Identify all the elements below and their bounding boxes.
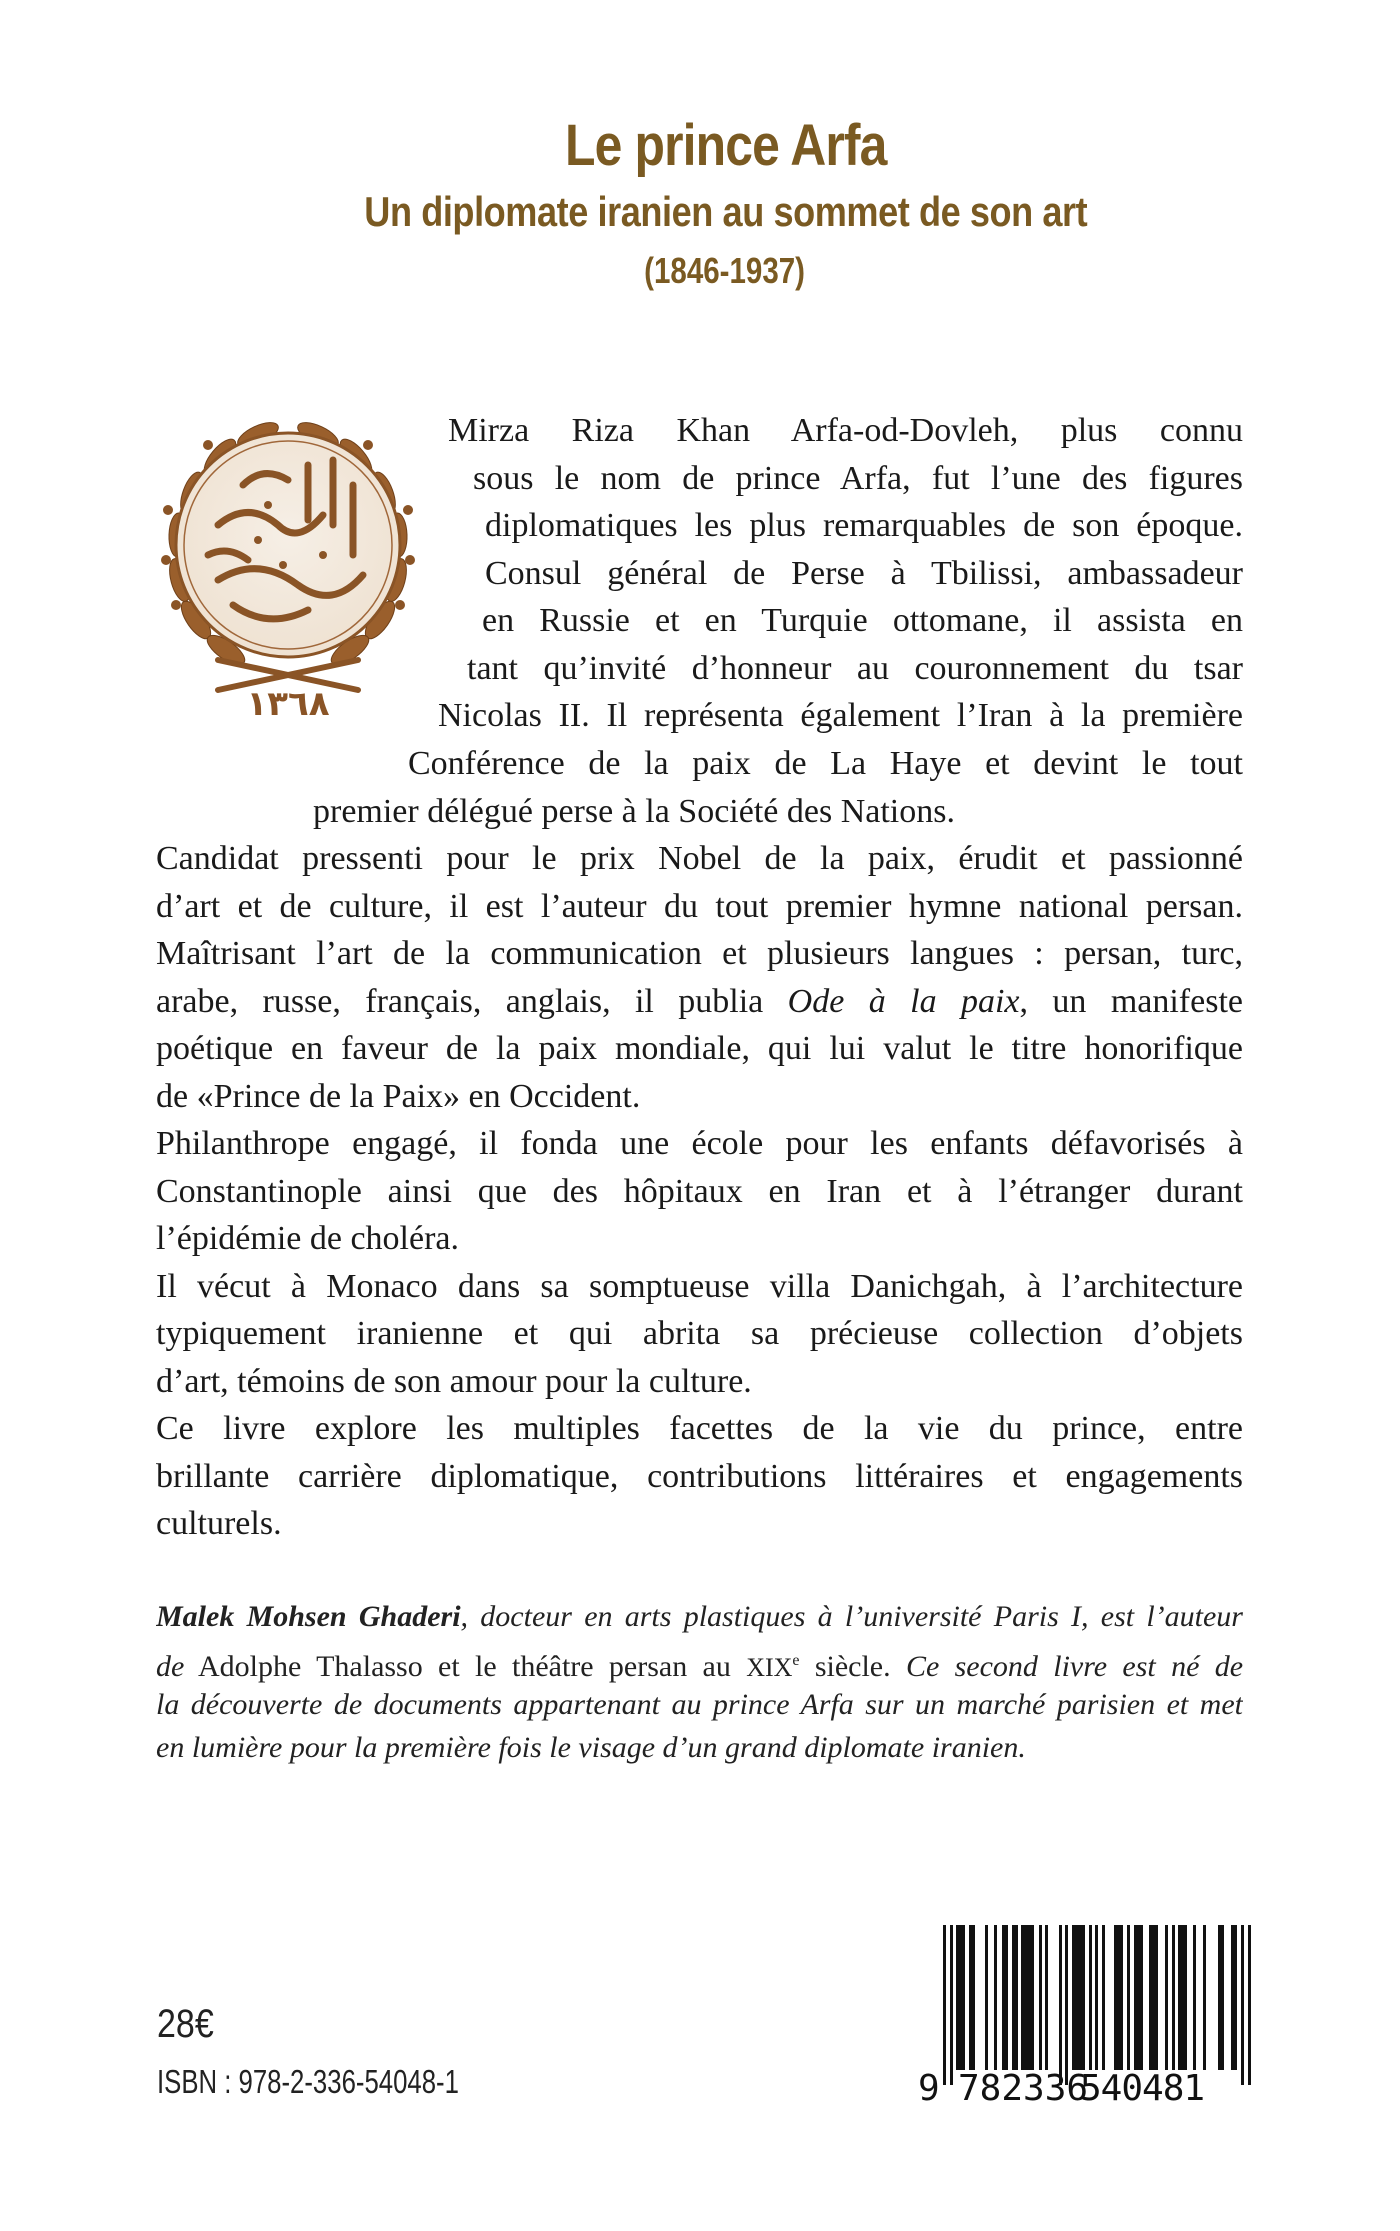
book-subtitle: Un diplomate iranien au sommet de son art	[364, 188, 1088, 235]
body-line: arabe, russe, français, anglais, il publia Ode à la paix, un manifeste	[156, 983, 1243, 1020]
persian-seal-wreath-icon	[148, 405, 428, 725]
author-bio-line: en lumière pour la première fois le visage d’un grand diplomate iranien.	[156, 1731, 1026, 1764]
body-line: diplomatiques les plus remarquables de son époque.	[485, 507, 1243, 544]
body-line: tant qu’invité d’honneur au couronnement du tsar	[467, 650, 1243, 687]
author-name: Malek Mohsen Ghaderi	[156, 1600, 461, 1633]
author-bio-line: Malek Mohsen Ghaderi, docteur en arts plastiques à l’université Paris I, est l’auteur	[156, 1600, 1243, 1633]
previous-book-title: Adolphe Thalasso et le théâtre persan au	[184, 1650, 747, 1683]
body-line: Mirza Riza Khan Arfa-od-Dovleh, plus connu	[448, 412, 1243, 449]
body-line: sous le nom de prince Arfa, fut l’une des figures	[473, 460, 1243, 497]
body-line: Ce livre explore les multiples facettes de la vie du prince, entre	[156, 1410, 1243, 1447]
svg-text:١٣٦٨: ١٣٦٨	[246, 684, 330, 724]
body-line: typiquement iranienne et qui abrita sa précieuse collection d’objets	[156, 1315, 1243, 1352]
book-dates: (1846-1937)	[644, 250, 806, 291]
body-line: culturels.	[156, 1505, 282, 1542]
body-line: Maîtrisant l’art de la communication et plusieurs langues : persan, turc,	[156, 935, 1243, 972]
body-line: d’art, témoins de son amour pour la culture.	[156, 1363, 752, 1400]
price: 28€	[157, 2002, 214, 2046]
body-line: brillante carrière diplomatique, contributions littéraires et engagements	[156, 1458, 1243, 1495]
book-title-ode-a-la-paix: Ode à la paix	[787, 983, 1020, 1020]
barcode-digit-lead: 9	[918, 2068, 940, 2109]
body-line: Philanthrope engagé, il fonda une école pour les enfants défavorisés à	[156, 1125, 1243, 1162]
body-line: d’art et de culture, il est l’auteur du tout premier hymne national persan.	[156, 888, 1243, 925]
body-line: Il vécut à Monaco dans sa somptueuse villa Danichgah, à l’architecture	[156, 1268, 1243, 1305]
author-bio-line: la découverte de documents appartenant au prince Arfa sur un marché parisien et met	[156, 1688, 1243, 1721]
body-line: l’épidémie de choléra.	[156, 1220, 460, 1257]
body-line: de «Prince de la Paix» en Occident.	[156, 1078, 641, 1115]
body-line: Consul général de Perse à Tbilissi, ambassadeur	[485, 555, 1243, 592]
isbn: ISBN : 978-2-336-54048-1	[157, 2063, 459, 2100]
author-bio-line: de Adolphe Thalasso et le théâtre persan au XIXe siècle. Ce second livre est né de	[156, 1650, 1243, 1683]
body-line: en Russie et en Turquie ottomane, il assista en	[482, 602, 1243, 639]
body-line: poétique en faveur de la paix mondiale, qui lui valut le titre honorifique	[156, 1030, 1243, 1067]
body-line: Conférence de la paix de La Haye et devint le tout	[408, 745, 1243, 782]
book-title: Le prince Arfa	[565, 113, 887, 178]
body-line: premier délégué perse à la Société des Nations.	[313, 793, 955, 830]
body-line: Nicolas II. Il représenta également l’Iran à la première	[438, 697, 1243, 734]
body-line: Constantinople ainsi que des hôpitaux en Iran et à l’étranger durant	[156, 1173, 1243, 1210]
barcode-digits-left: 782336	[958, 2068, 1089, 2109]
barcode-digits-right: 540481	[1080, 2068, 1205, 2109]
body-line: Candidat pressenti pour le prix Nobel de la paix, érudit et passionné	[156, 840, 1243, 877]
